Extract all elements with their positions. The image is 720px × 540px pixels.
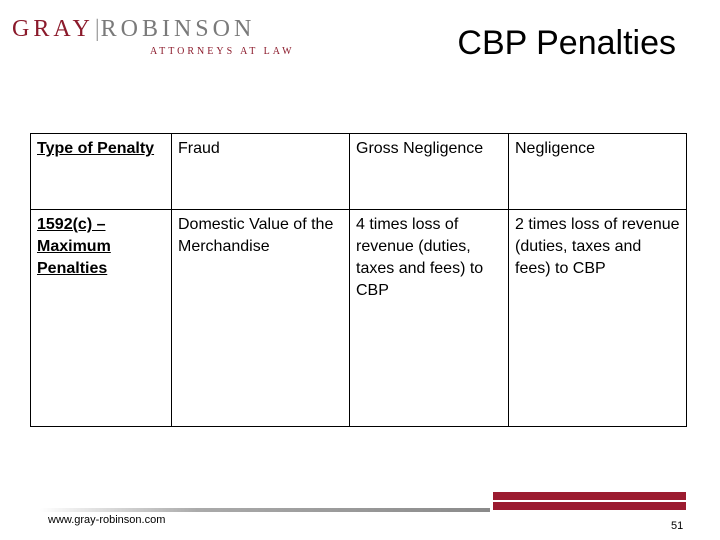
- table-cell: [172, 210, 350, 427]
- table-cell: [350, 134, 509, 210]
- logo-separator: |: [94, 16, 100, 42]
- fraud-penalty: Domestic Value of the Merchandise: [178, 216, 334, 255]
- logo-wordmark: [12, 14, 255, 44]
- logo-primary: GRAY: [12, 16, 94, 42]
- company-logo: [12, 14, 302, 58]
- footer-url: www.gray-robinson.com: [48, 514, 166, 526]
- row-header-type: Type of Penalty: [37, 140, 155, 157]
- gross-negligence-penalty: 4 times loss of revenue (duties, taxes and fees) to CBP: [356, 216, 484, 299]
- column-header-negligence: Negligence: [515, 140, 596, 157]
- penalties-table: [30, 133, 687, 427]
- column-header-gross-negligence: Gross Negligence: [356, 140, 484, 157]
- footer-divider: [40, 508, 490, 512]
- row-header-max-penalties: 1592(c) – Maximum Penalties: [37, 216, 111, 277]
- decorative-bar: [493, 492, 686, 500]
- logo-secondary: ROBINSON: [100, 16, 256, 42]
- logo-tagline: ATTORNEYS AT LAW: [150, 46, 295, 57]
- column-header-fraud: Fraud: [178, 140, 220, 157]
- table-row: [31, 210, 687, 427]
- table-cell: [350, 210, 509, 427]
- table-cell: [31, 134, 172, 210]
- table-row: [31, 134, 687, 210]
- table-cell: [172, 134, 350, 210]
- table-cell: [509, 210, 687, 427]
- decorative-bar: [493, 502, 686, 510]
- table-cell: [509, 134, 687, 210]
- negligence-penalty: 2 times loss of revenue (duties, taxes and fees) to CBP: [515, 216, 680, 277]
- page-number: 51: [671, 520, 684, 532]
- slide-title: CBP Penalties: [457, 24, 676, 62]
- table-cell: [31, 210, 172, 427]
